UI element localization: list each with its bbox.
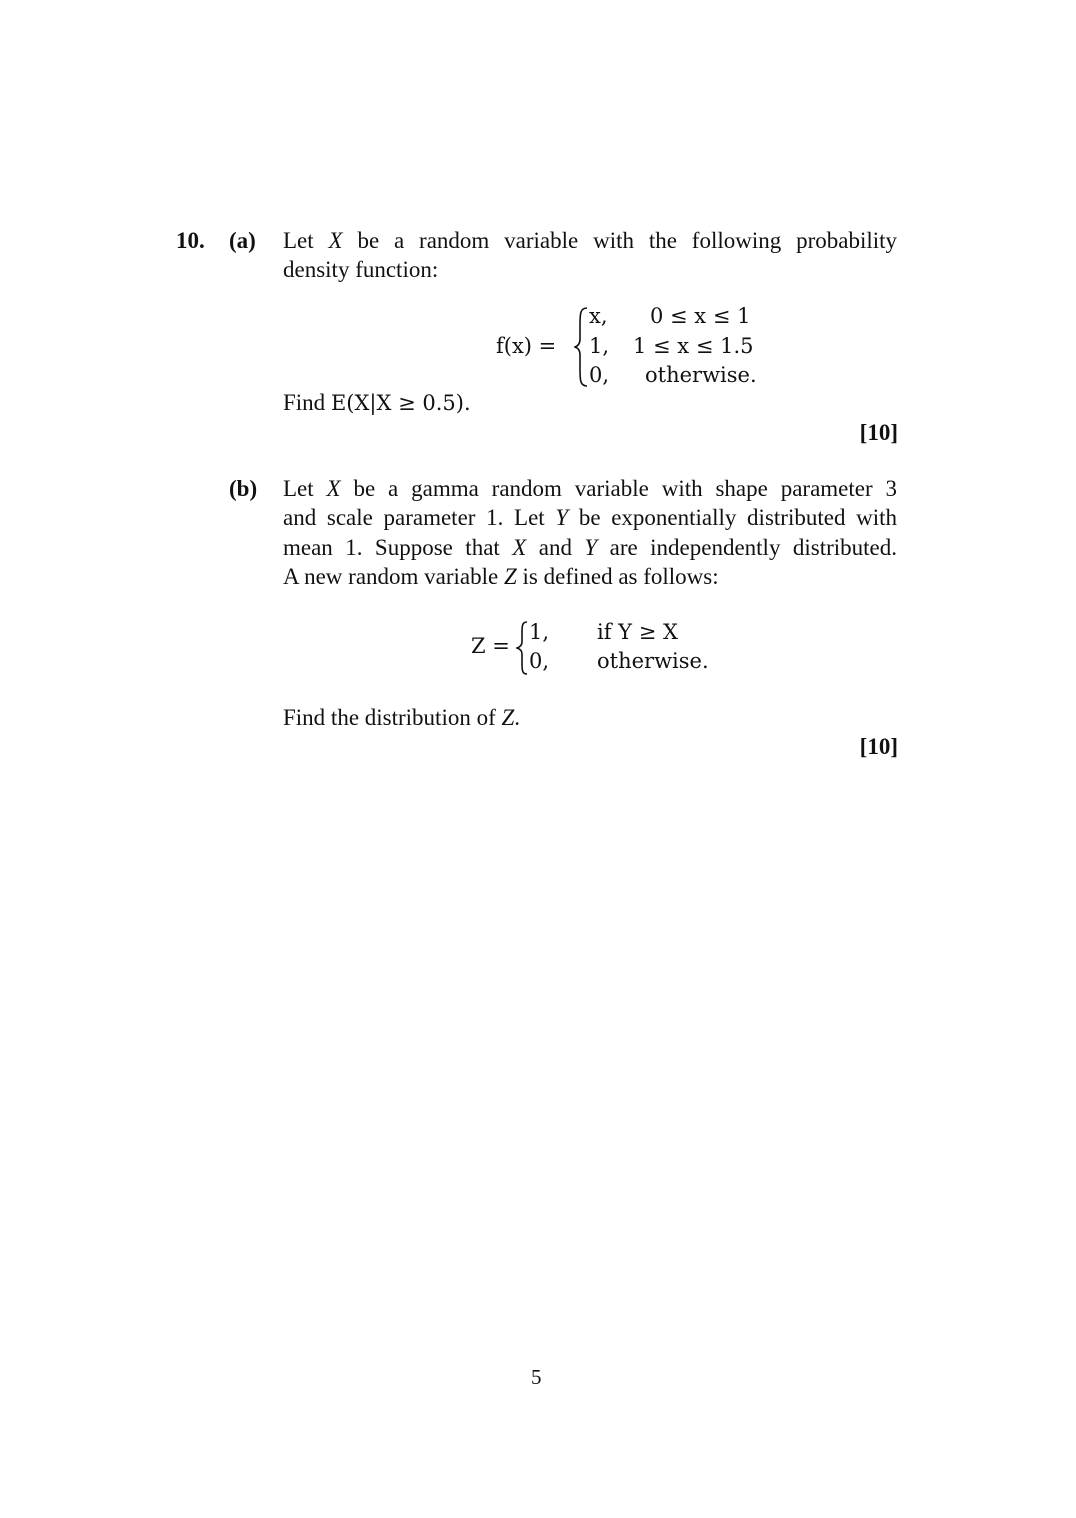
pdf-lhs: f(x) = [496, 334, 557, 358]
part-b-label: (b) [229, 476, 258, 501]
part-b-line-1: Let X be a gamma random variable with shape parameter 3 [283, 476, 898, 501]
left-brace-icon [516, 620, 530, 676]
part-b-find: Find the distribution of Z. [283, 705, 521, 730]
pdf-case-1-condition: 0 ≤ x ≤ 1 [650, 304, 751, 328]
pdf-case-2-value: 1, [589, 334, 610, 358]
part-b-line-4: A new random variable Z is defined as follows: [283, 564, 719, 589]
z-case-1-condition: if Y ≥ X [597, 620, 678, 644]
page-number: 5 [531, 1365, 542, 1389]
part-b-marks: [10] [859, 734, 898, 759]
pdf-case-2-condition: 1 ≤ x ≤ 1.5 [633, 334, 754, 358]
question-number: 10. [176, 228, 205, 253]
pdf-case-3-condition: otherwise. [645, 363, 757, 387]
pdf-case-3-value: 0, [589, 363, 610, 387]
left-brace-icon [574, 306, 590, 388]
part-b-line-3: mean 1. Suppose that X and Y are independently distributed. [283, 535, 898, 560]
z-case-1-value: 1, [529, 620, 550, 644]
z-case-2-condition: otherwise. [597, 649, 709, 673]
part-a-label: (a) [229, 228, 256, 253]
z-case-2-value: 0, [529, 649, 550, 673]
part-a-line-2: density function: [283, 257, 439, 282]
part-a-marks: [10] [859, 420, 898, 445]
part-a-line-1: Let X be a random variable with the following probability [283, 228, 898, 253]
part-a-find: Find E(X|X ≥ 0.5). [283, 390, 471, 415]
pdf-case-1-value: x, [589, 304, 608, 328]
z-lhs: Z = [471, 634, 510, 658]
part-b-line-2: and scale parameter 1. Let Y be exponentially distributed with [283, 505, 897, 530]
